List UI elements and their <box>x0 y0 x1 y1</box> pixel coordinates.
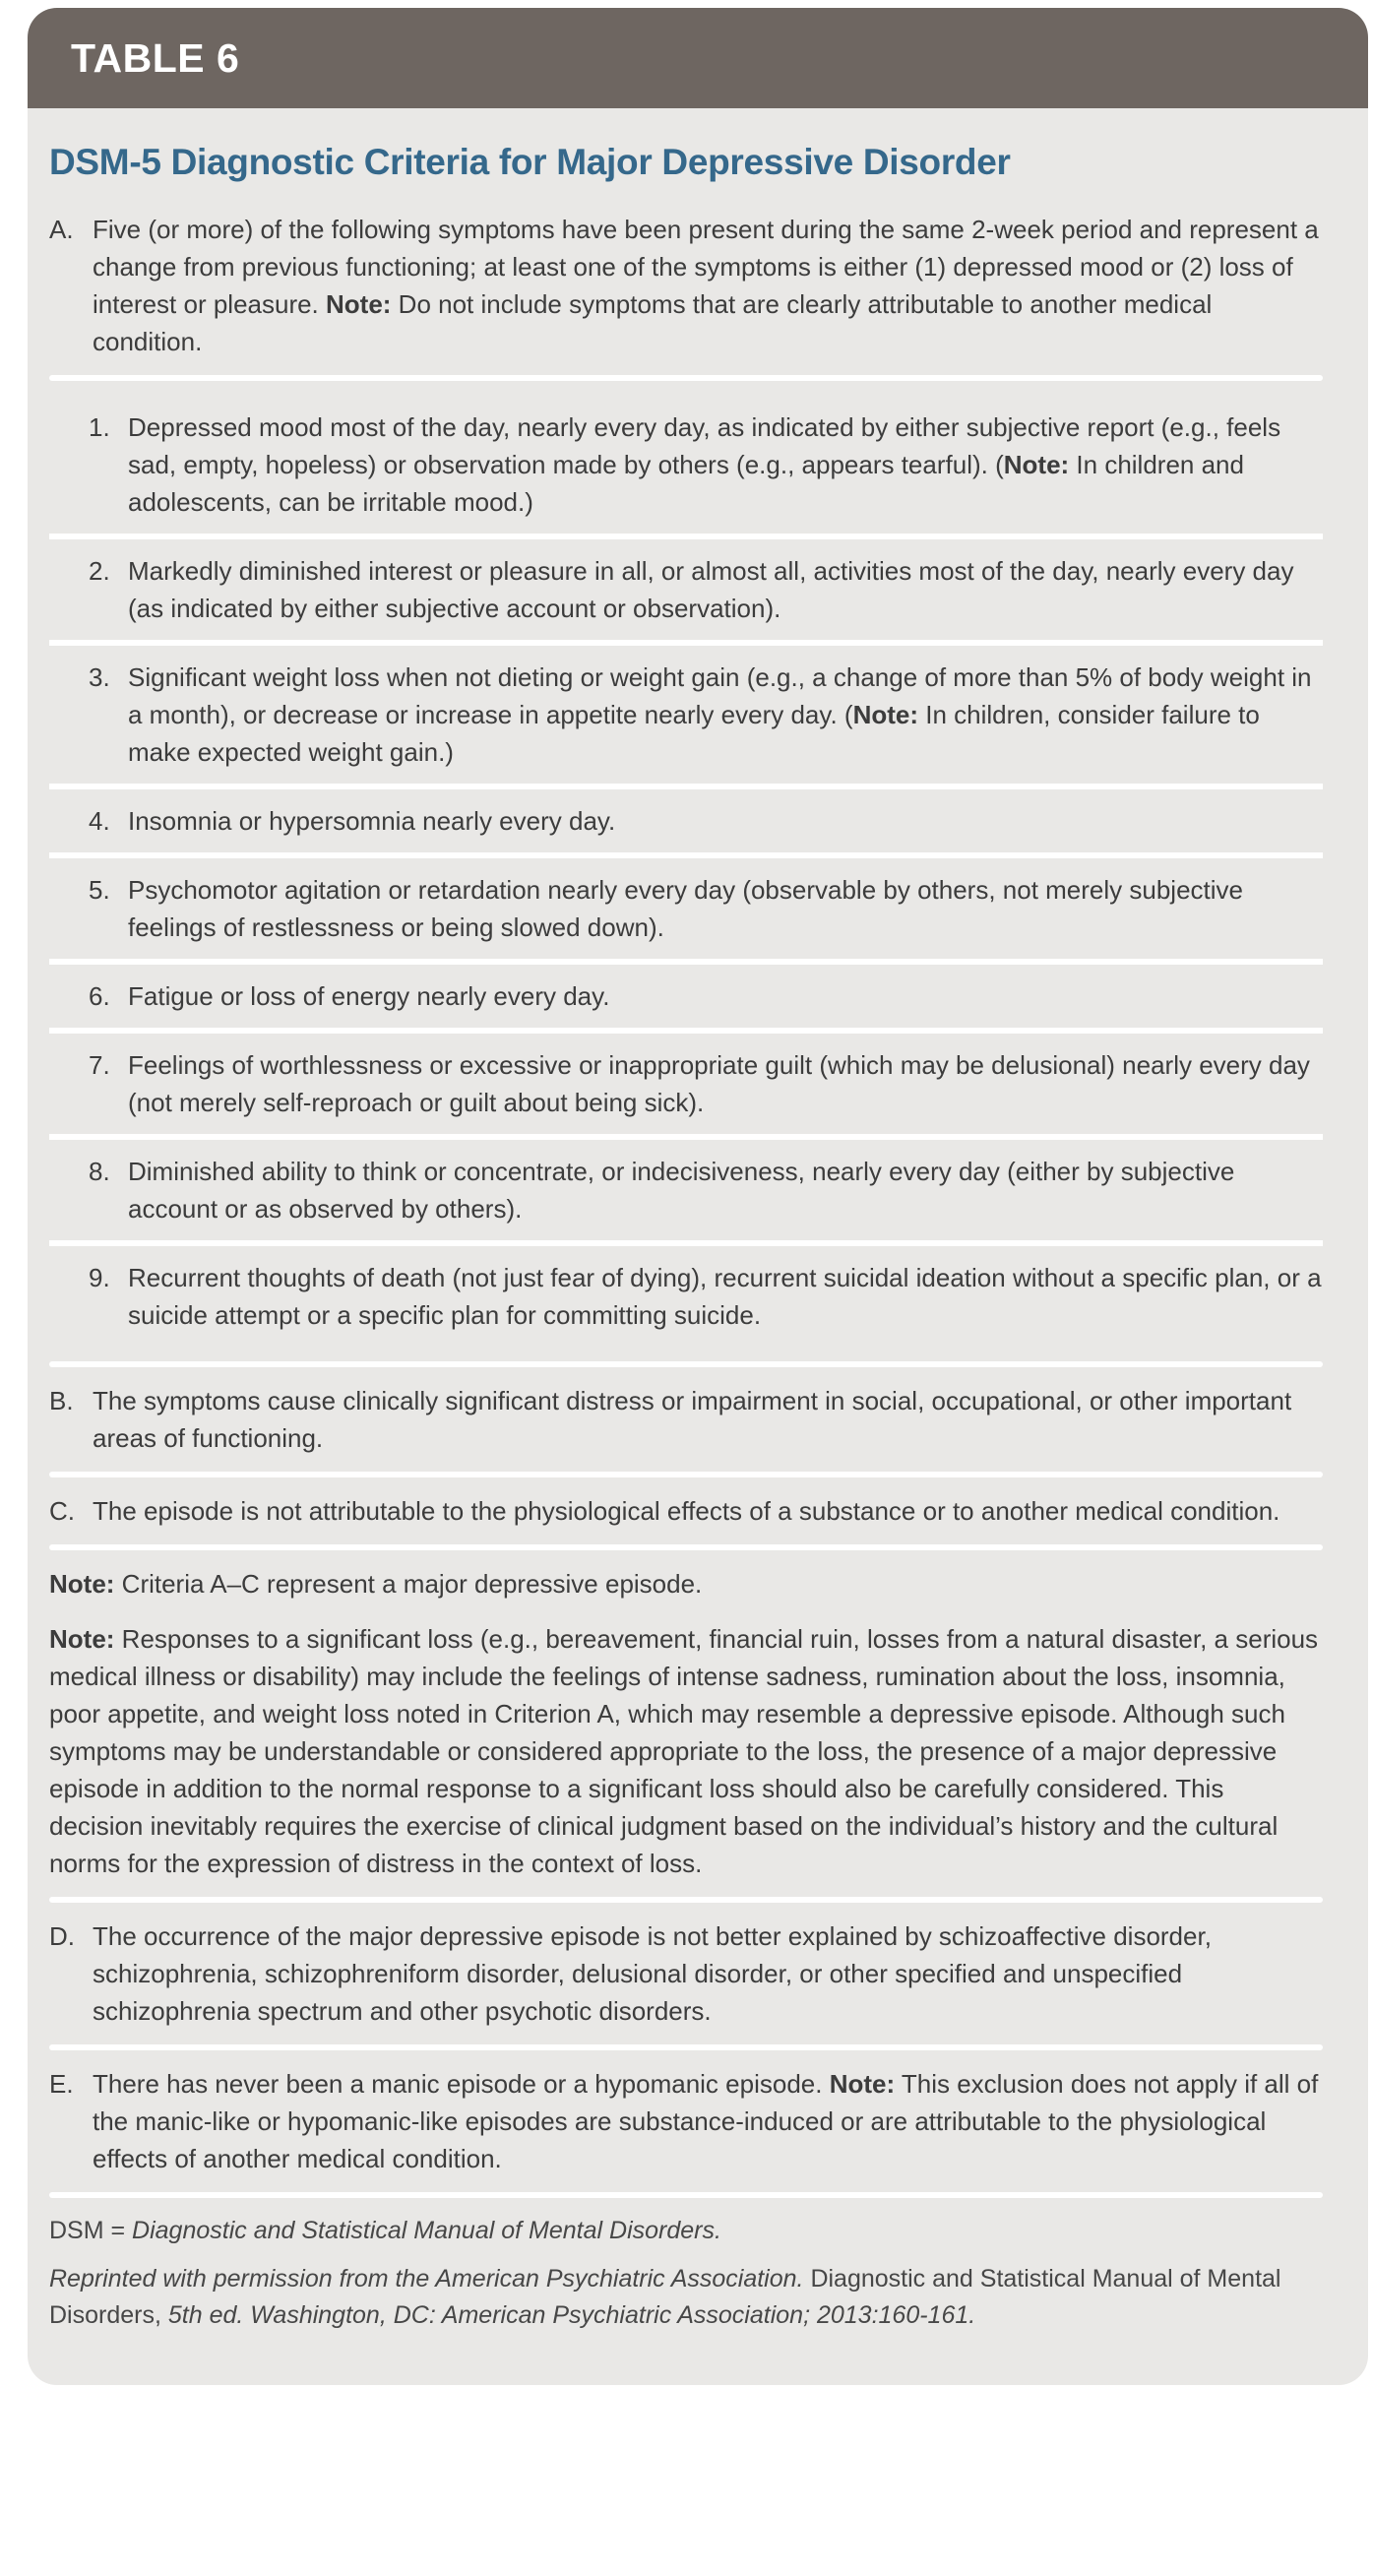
criterion-a <box>49 211 1323 360</box>
symptom-item <box>49 1240 1323 1347</box>
symptom-item <box>49 784 1323 852</box>
symptom-number: 5. <box>89 875 110 905</box>
symptom-item <box>49 1028 1323 1134</box>
section-divider <box>49 1544 1323 1550</box>
criterion-e-text: There has never been a manic episode or a hypomanic episode. Note: This exclusion does not apply if all of the manic-like or hypomanic-like episodes are substance-induced or are attributable to the physiological effects of another medical condition. <box>93 2069 1319 2173</box>
footnote-divider <box>49 2192 1323 2198</box>
symptom-number: 8. <box>89 1157 110 1186</box>
criterion-a-label: A. <box>49 215 74 244</box>
criterion-c-label: C. <box>49 1496 75 1526</box>
criterion-b-label: B. <box>49 1386 74 1415</box>
criterion-e <box>49 2065 1323 2177</box>
section-divider <box>49 1472 1323 1477</box>
symptom-number: 6. <box>89 981 110 1011</box>
symptom-number: 4. <box>89 806 110 836</box>
criterion-d <box>49 1917 1323 2030</box>
symptom-text: Psychomotor agitation or retardation nearly every day (observable by others, not merely subjective feelings of restlessness or being slowed down). <box>128 875 1244 942</box>
symptom-number: 2. <box>89 556 110 586</box>
table-body <box>28 108 1368 2385</box>
symptom-number: 9. <box>89 1263 110 1292</box>
symptom-item <box>49 852 1323 959</box>
criterion-c-text: The episode is not attributable to the physiological effects of a substance or to another medical condition. <box>93 1496 1280 1526</box>
note-criteria-a-c: Note: Criteria A–C represent a major depressive episode. <box>49 1569 703 1599</box>
symptom-item <box>49 534 1323 640</box>
footnotes <box>49 2213 1323 2334</box>
criterion-d-label: D. <box>49 1921 75 1951</box>
section-divider <box>49 2044 1323 2050</box>
table-title: DSM-5 Diagnostic Criteria for Major Depressive Disorder <box>49 142 1011 182</box>
symptom-item <box>49 959 1323 1028</box>
symptom-text: Recurrent thoughts of death (not just fear of dying), recurrent suicidal ideation without a specific plan, or a suicide attempt or a specific plan for committing suicide. <box>128 1263 1322 1330</box>
symptom-text: Diminished ability to think or concentrate, or indecisiveness, nearly every day (either by subjective account or as observed by others). <box>128 1157 1235 1224</box>
criterion-e-label: E. <box>49 2069 74 2099</box>
criterion-b <box>49 1382 1323 1457</box>
table-number-label: TABLE 6 <box>71 34 240 81</box>
section-divider <box>49 1897 1323 1903</box>
symptom-text: Significant weight loss when not dieting or weight gain (e.g., a change of more than 5% of body weight in a month), or decrease or increase in appetite nearly every day. (Note: In children, consider failure to make expected weight gain.) <box>128 662 1312 767</box>
criterion-a-text: Five (or more) of the following symptoms have been present during the same 2-week period and represent a change from previous functioning; at least one of the symptoms is either (1) depressed mood or (2) loss of interest or pleasure. Note: Do not include symptoms that are clearly attributable to another medical condition. <box>93 215 1319 356</box>
symptom-number: 7. <box>89 1050 110 1080</box>
symptom-text: Markedly diminished interest or pleasure in all, or almost all, activities most of the day, nearly every day (as indicated by either subjective account or observation). <box>128 556 1294 623</box>
symptom-item <box>49 640 1323 784</box>
criterion-d-text: The occurrence of the major depressive episode is not better explained by schizoaffective disorder, schizophrenia, schizophreniform disorder, delusional disorder, or other specified and unspecified schizophrenia spectrum and other psychotic disorders. <box>93 1921 1212 2026</box>
footnote-reprint-source: Reprinted with permission from the American Psychiatric Association. Diagnostic and Statistical Manual of Mental Disorders, 5th ed. Washington, DC: American Psychiatric Association; 2013:160-161. <box>49 2265 1281 2329</box>
footnote-dsm-abbreviation: DSM = Diagnostic and Statistical Manual of Mental Disorders. <box>49 2217 721 2244</box>
section-divider <box>49 375 1323 381</box>
table6-card <box>28 8 1368 2385</box>
criterion-c <box>49 1492 1323 1530</box>
table-header-bar <box>28 8 1368 108</box>
symptom-list <box>49 396 1323 1347</box>
symptom-item <box>49 1134 1323 1240</box>
symptom-item <box>49 396 1323 534</box>
symptom-text: Depressed mood most of the day, nearly every day, as indicated by either subjective report (e.g., feels sad, empty, hopeless) or observation made by others (e.g., appears tearful). (Note: In children and adolescents, can be irritable mood.) <box>128 412 1281 517</box>
page <box>0 8 1373 2385</box>
criterion-b-text: The symptoms cause clinically significant distress or impairment in social, occupational, or other important areas of functioning. <box>93 1386 1292 1453</box>
symptom-text: Feelings of worthlessness or excessive or inappropriate guilt (which may be delusional) nearly every day (not merely self-reproach or guilt about being sick). <box>128 1050 1310 1117</box>
note-significant-loss: Note: Responses to a significant loss (e.g., bereavement, financial ruin, losses from a natural disaster, a serious medical illness or disability) may include the feelings of intense sadness, rumination about the loss, insomnia, poor appetite, and weight loss noted in Criterion A, which may resemble a depressive episode. Although such symptoms may be understandable or considered appropriate to the loss, the presence of a major depressive episode in addition to the normal response to a significant loss should also be carefully considered. This decision inevitably requires the exercise of clinical judgment based on the individual’s history and the cultural norms for the expression of distress in the context of loss. <box>49 1624 1319 1878</box>
section-divider <box>49 1361 1323 1367</box>
symptom-number: 1. <box>89 412 110 442</box>
symptom-number: 3. <box>89 662 110 692</box>
symptom-text: Fatigue or loss of energy nearly every day. <box>128 981 610 1011</box>
symptom-text: Insomnia or hypersomnia nearly every day. <box>128 806 616 836</box>
